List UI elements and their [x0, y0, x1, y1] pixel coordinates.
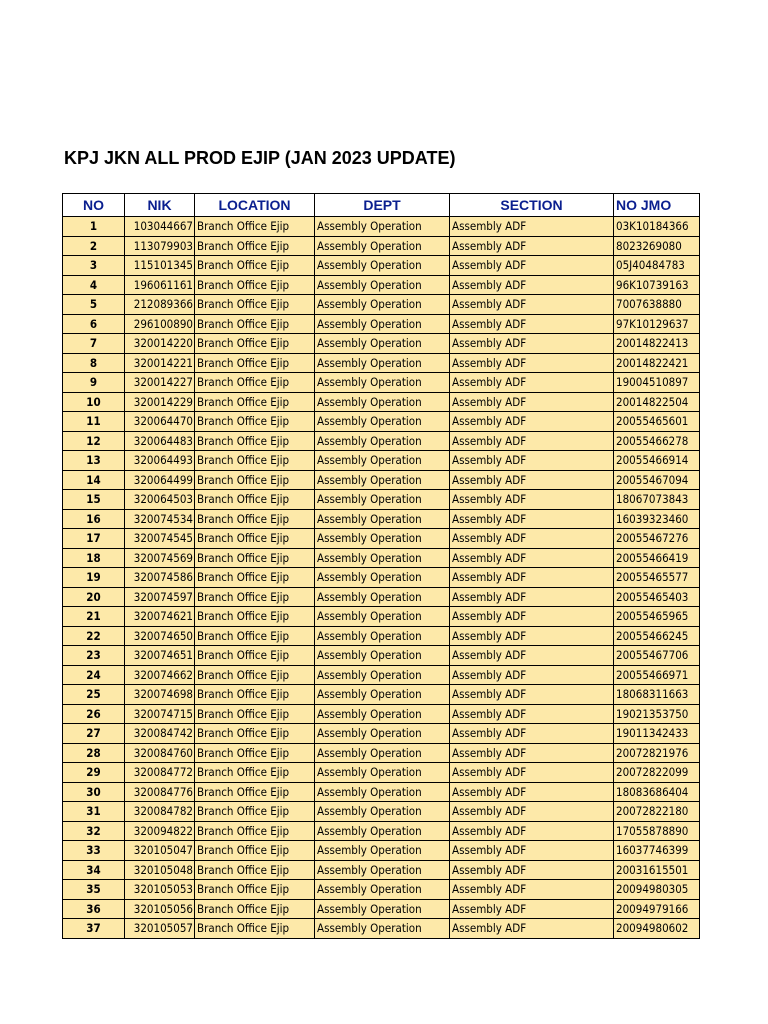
cell-dept: Assembly Operation: [315, 568, 450, 588]
cell-no-jmo: 20094980305: [614, 880, 700, 900]
cell-no: 34: [63, 860, 125, 880]
cell-no: 16: [63, 509, 125, 529]
cell-location: Branch Office Ejip: [195, 256, 315, 276]
cell-section: Assembly ADF: [450, 568, 614, 588]
cell-nik: 320014220: [125, 334, 195, 354]
table-row: [63, 880, 700, 900]
table-row: [63, 256, 700, 276]
cell-no-jmo: 20055467706: [614, 646, 700, 666]
cell-dept: Assembly Operation: [315, 704, 450, 724]
cell-dept: Assembly Operation: [315, 529, 450, 549]
cell-nik: 320105047: [125, 841, 195, 861]
cell-section: Assembly ADF: [450, 880, 614, 900]
cell-no: 3: [63, 256, 125, 276]
cell-no: 31: [63, 802, 125, 822]
cell-dept: Assembly Operation: [315, 353, 450, 373]
table-row: [63, 529, 700, 549]
cell-nik: 320064503: [125, 490, 195, 510]
cell-section: Assembly ADF: [450, 821, 614, 841]
cell-section: Assembly ADF: [450, 529, 614, 549]
cell-section: Assembly ADF: [450, 314, 614, 334]
cell-location: Branch Office Ejip: [195, 470, 315, 490]
cell-section: Assembly ADF: [450, 841, 614, 861]
cell-dept: Assembly Operation: [315, 295, 450, 315]
table-row: [63, 548, 700, 568]
cell-nik: 320105056: [125, 899, 195, 919]
cell-location: Branch Office Ejip: [195, 626, 315, 646]
cell-section: Assembly ADF: [450, 763, 614, 783]
cell-no-jmo: 17055878890: [614, 821, 700, 841]
cell-section: Assembly ADF: [450, 353, 614, 373]
cell-no: 12: [63, 431, 125, 451]
cell-dept: Assembly Operation: [315, 392, 450, 412]
cell-no: 15: [63, 490, 125, 510]
cell-dept: Assembly Operation: [315, 685, 450, 705]
cell-no-jmo: 20055466419: [614, 548, 700, 568]
table-row: [63, 782, 700, 802]
cell-dept: Assembly Operation: [315, 256, 450, 276]
cell-no-jmo: 05J40484783: [614, 256, 700, 276]
cell-no: 27: [63, 724, 125, 744]
cell-location: Branch Office Ejip: [195, 782, 315, 802]
table-row: [63, 334, 700, 354]
cell-no: 10: [63, 392, 125, 412]
table-body: [63, 217, 700, 939]
cell-location: Branch Office Ejip: [195, 802, 315, 822]
cell-nik: 212089366: [125, 295, 195, 315]
cell-section: Assembly ADF: [450, 626, 614, 646]
cell-location: Branch Office Ejip: [195, 548, 315, 568]
cell-no-jmo: 7007638880: [614, 295, 700, 315]
cell-nik: 320074545: [125, 529, 195, 549]
cell-dept: Assembly Operation: [315, 314, 450, 334]
cell-no: 19: [63, 568, 125, 588]
cell-section: Assembly ADF: [450, 217, 614, 237]
cell-location: Branch Office Ejip: [195, 529, 315, 549]
cell-location: Branch Office Ejip: [195, 841, 315, 861]
cell-no: 6: [63, 314, 125, 334]
cell-no-jmo: 19021353750: [614, 704, 700, 724]
cell-nik: 320084782: [125, 802, 195, 822]
table-row: [63, 412, 700, 432]
cell-location: Branch Office Ejip: [195, 431, 315, 451]
cell-nik: 320074650: [125, 626, 195, 646]
table-row: [63, 704, 700, 724]
cell-no-jmo: 16037746399: [614, 841, 700, 861]
cell-section: Assembly ADF: [450, 548, 614, 568]
cell-location: Branch Office Ejip: [195, 295, 315, 315]
table-row: [63, 724, 700, 744]
table-header: [63, 194, 700, 217]
cell-section: Assembly ADF: [450, 392, 614, 412]
cell-no-jmo: 20014822413: [614, 334, 700, 354]
cell-no: 23: [63, 646, 125, 666]
cell-location: Branch Office Ejip: [195, 587, 315, 607]
cell-section: Assembly ADF: [450, 470, 614, 490]
cell-section: Assembly ADF: [450, 919, 614, 939]
table-row: [63, 626, 700, 646]
header-dept: DEPT: [315, 194, 450, 217]
cell-dept: Assembly Operation: [315, 802, 450, 822]
cell-section: Assembly ADF: [450, 724, 614, 744]
cell-no: 26: [63, 704, 125, 724]
cell-location: Branch Office Ejip: [195, 880, 315, 900]
table-row: [63, 568, 700, 588]
cell-dept: Assembly Operation: [315, 821, 450, 841]
table-row: [63, 451, 700, 471]
cell-section: Assembly ADF: [450, 782, 614, 802]
cell-no-jmo: 20014822504: [614, 392, 700, 412]
cell-dept: Assembly Operation: [315, 490, 450, 510]
cell-no-jmo: 97K10129637: [614, 314, 700, 334]
header-row: [63, 194, 700, 217]
cell-no: 11: [63, 412, 125, 432]
cell-location: Branch Office Ejip: [195, 646, 315, 666]
cell-dept: Assembly Operation: [315, 899, 450, 919]
cell-section: Assembly ADF: [450, 256, 614, 276]
cell-section: Assembly ADF: [450, 275, 614, 295]
table-row: [63, 392, 700, 412]
cell-dept: Assembly Operation: [315, 431, 450, 451]
cell-no: 14: [63, 470, 125, 490]
cell-location: Branch Office Ejip: [195, 236, 315, 256]
table-row: [63, 353, 700, 373]
cell-no-jmo: 18068311663: [614, 685, 700, 705]
cell-no: 35: [63, 880, 125, 900]
cell-dept: Assembly Operation: [315, 626, 450, 646]
table-row: [63, 587, 700, 607]
cell-nik: 320074715: [125, 704, 195, 724]
table-row: [63, 860, 700, 880]
cell-location: Branch Office Ejip: [195, 353, 315, 373]
document-title: KPJ JKN ALL PROD EJIP (JAN 2023 UPDATE): [64, 148, 456, 168]
cell-nik: 320064470: [125, 412, 195, 432]
header-nik: NIK: [125, 194, 195, 217]
cell-no-jmo: 20055466278: [614, 431, 700, 451]
cell-no: 4: [63, 275, 125, 295]
cell-dept: Assembly Operation: [315, 217, 450, 237]
cell-no-jmo: 19004510897: [614, 373, 700, 393]
cell-no: 24: [63, 665, 125, 685]
table-row: [63, 607, 700, 627]
cell-dept: Assembly Operation: [315, 724, 450, 744]
table-row: [63, 743, 700, 763]
cell-dept: Assembly Operation: [315, 782, 450, 802]
cell-location: Branch Office Ejip: [195, 314, 315, 334]
cell-no-jmo: 20055465601: [614, 412, 700, 432]
cell-section: Assembly ADF: [450, 451, 614, 471]
cell-no-jmo: 20055467094: [614, 470, 700, 490]
cell-nik: 320074534: [125, 509, 195, 529]
table-row: [63, 509, 700, 529]
cell-nik: 320105048: [125, 860, 195, 880]
cell-location: Branch Office Ejip: [195, 763, 315, 783]
cell-location: Branch Office Ejip: [195, 568, 315, 588]
cell-no: 37: [63, 919, 125, 939]
cell-nik: 320074569: [125, 548, 195, 568]
cell-location: Branch Office Ejip: [195, 217, 315, 237]
cell-no-jmo: 20014822421: [614, 353, 700, 373]
cell-no-jmo: 20072822180: [614, 802, 700, 822]
table-row: [63, 665, 700, 685]
cell-section: Assembly ADF: [450, 334, 614, 354]
cell-nik: 320014229: [125, 392, 195, 412]
header-no: NO: [63, 194, 125, 217]
cell-no-jmo: 8023269080: [614, 236, 700, 256]
cell-location: Branch Office Ejip: [195, 743, 315, 763]
cell-section: Assembly ADF: [450, 373, 614, 393]
cell-location: Branch Office Ejip: [195, 685, 315, 705]
cell-no-jmo: 96K10739163: [614, 275, 700, 295]
cell-no: 13: [63, 451, 125, 471]
cell-no-jmo: 20055465965: [614, 607, 700, 627]
table-row: [63, 236, 700, 256]
cell-nik: 103044667: [125, 217, 195, 237]
cell-nik: 320084760: [125, 743, 195, 763]
table-row: [63, 373, 700, 393]
cell-location: Branch Office Ejip: [195, 451, 315, 471]
cell-section: Assembly ADF: [450, 412, 614, 432]
table-row: [63, 470, 700, 490]
cell-no-jmo: 19011342433: [614, 724, 700, 744]
cell-section: Assembly ADF: [450, 899, 614, 919]
cell-no-jmo: 20055466971: [614, 665, 700, 685]
cell-location: Branch Office Ejip: [195, 665, 315, 685]
cell-dept: Assembly Operation: [315, 509, 450, 529]
cell-nik: 115101345: [125, 256, 195, 276]
cell-nik: 320074597: [125, 587, 195, 607]
cell-no: 7: [63, 334, 125, 354]
table-row: [63, 217, 700, 237]
table-row: [63, 899, 700, 919]
cell-no: 29: [63, 763, 125, 783]
cell-no-jmo: 20031615501: [614, 860, 700, 880]
table-row: [63, 275, 700, 295]
cell-nik: 320064483: [125, 431, 195, 451]
cell-no-jmo: 20055467276: [614, 529, 700, 549]
cell-location: Branch Office Ejip: [195, 704, 315, 724]
cell-nik: 320074586: [125, 568, 195, 588]
header-no-jmo: NO JMO: [614, 194, 700, 217]
cell-dept: Assembly Operation: [315, 548, 450, 568]
cell-no-jmo: 16039323460: [614, 509, 700, 529]
cell-no: 21: [63, 607, 125, 627]
table-row: [63, 763, 700, 783]
cell-dept: Assembly Operation: [315, 763, 450, 783]
cell-no-jmo: 18067073843: [614, 490, 700, 510]
cell-no: 5: [63, 295, 125, 315]
cell-dept: Assembly Operation: [315, 841, 450, 861]
cell-dept: Assembly Operation: [315, 743, 450, 763]
cell-nik: 296100890: [125, 314, 195, 334]
cell-section: Assembly ADF: [450, 704, 614, 724]
cell-no: 36: [63, 899, 125, 919]
cell-location: Branch Office Ejip: [195, 607, 315, 627]
cell-no: 8: [63, 353, 125, 373]
cell-section: Assembly ADF: [450, 646, 614, 666]
cell-location: Branch Office Ejip: [195, 509, 315, 529]
cell-no: 20: [63, 587, 125, 607]
cell-section: Assembly ADF: [450, 860, 614, 880]
cell-no: 2: [63, 236, 125, 256]
cell-dept: Assembly Operation: [315, 665, 450, 685]
cell-section: Assembly ADF: [450, 236, 614, 256]
table-row: [63, 646, 700, 666]
cell-dept: Assembly Operation: [315, 412, 450, 432]
cell-nik: 320064493: [125, 451, 195, 471]
cell-section: Assembly ADF: [450, 431, 614, 451]
cell-nik: 320094822: [125, 821, 195, 841]
cell-nik: 320074662: [125, 665, 195, 685]
cell-nik: 320014227: [125, 373, 195, 393]
cell-nik: 320105057: [125, 919, 195, 939]
cell-location: Branch Office Ejip: [195, 392, 315, 412]
cell-location: Branch Office Ejip: [195, 899, 315, 919]
header-location: LOCATION: [195, 194, 315, 217]
cell-no: 33: [63, 841, 125, 861]
table-row: [63, 685, 700, 705]
cell-location: Branch Office Ejip: [195, 724, 315, 744]
cell-section: Assembly ADF: [450, 295, 614, 315]
cell-dept: Assembly Operation: [315, 470, 450, 490]
table-row: [63, 490, 700, 510]
cell-nik: 320074698: [125, 685, 195, 705]
cell-location: Branch Office Ejip: [195, 373, 315, 393]
cell-section: Assembly ADF: [450, 802, 614, 822]
table-row: [63, 802, 700, 822]
cell-location: Branch Office Ejip: [195, 821, 315, 841]
cell-section: Assembly ADF: [450, 665, 614, 685]
cell-section: Assembly ADF: [450, 685, 614, 705]
table-row: [63, 295, 700, 315]
cell-nik: 320064499: [125, 470, 195, 490]
table-row: [63, 431, 700, 451]
table-row: [63, 919, 700, 939]
cell-dept: Assembly Operation: [315, 451, 450, 471]
cell-no: 22: [63, 626, 125, 646]
cell-dept: Assembly Operation: [315, 646, 450, 666]
cell-no-jmo: 20072821976: [614, 743, 700, 763]
cell-no: 28: [63, 743, 125, 763]
cell-no-jmo: 18083686404: [614, 782, 700, 802]
cell-no: 9: [63, 373, 125, 393]
cell-section: Assembly ADF: [450, 587, 614, 607]
table-row: [63, 314, 700, 334]
table-row: [63, 821, 700, 841]
cell-nik: 320074651: [125, 646, 195, 666]
cell-no: 32: [63, 821, 125, 841]
cell-nik: 320084742: [125, 724, 195, 744]
cell-location: Branch Office Ejip: [195, 860, 315, 880]
cell-no: 25: [63, 685, 125, 705]
cell-dept: Assembly Operation: [315, 880, 450, 900]
employee-table: [62, 193, 700, 939]
cell-location: Branch Office Ejip: [195, 412, 315, 432]
cell-location: Branch Office Ejip: [195, 490, 315, 510]
cell-no-jmo: 20055465577: [614, 568, 700, 588]
cell-dept: Assembly Operation: [315, 919, 450, 939]
cell-no-jmo: 20094980602: [614, 919, 700, 939]
cell-section: Assembly ADF: [450, 490, 614, 510]
cell-nik: 320105053: [125, 880, 195, 900]
cell-location: Branch Office Ejip: [195, 334, 315, 354]
cell-section: Assembly ADF: [450, 509, 614, 529]
table-row: [63, 841, 700, 861]
cell-no-jmo: 20055466914: [614, 451, 700, 471]
cell-no: 30: [63, 782, 125, 802]
cell-nik: 320014221: [125, 353, 195, 373]
cell-no-jmo: 20055466245: [614, 626, 700, 646]
cell-nik: 196061161: [125, 275, 195, 295]
cell-nik: 320074621: [125, 607, 195, 627]
cell-location: Branch Office Ejip: [195, 275, 315, 295]
cell-nik: 320084776: [125, 782, 195, 802]
cell-nik: 113079903: [125, 236, 195, 256]
cell-no-jmo: 20055465403: [614, 587, 700, 607]
cell-dept: Assembly Operation: [315, 275, 450, 295]
cell-no: 1: [63, 217, 125, 237]
cell-section: Assembly ADF: [450, 743, 614, 763]
cell-location: Branch Office Ejip: [195, 919, 315, 939]
cell-no-jmo: 20072822099: [614, 763, 700, 783]
header-section: SECTION: [450, 194, 614, 217]
cell-dept: Assembly Operation: [315, 236, 450, 256]
cell-no: 18: [63, 548, 125, 568]
cell-dept: Assembly Operation: [315, 334, 450, 354]
cell-dept: Assembly Operation: [315, 860, 450, 880]
cell-no-jmo: 03K10184366: [614, 217, 700, 237]
cell-no: 17: [63, 529, 125, 549]
cell-nik: 320084772: [125, 763, 195, 783]
cell-dept: Assembly Operation: [315, 587, 450, 607]
cell-dept: Assembly Operation: [315, 607, 450, 627]
cell-no-jmo: 20094979166: [614, 899, 700, 919]
cell-dept: Assembly Operation: [315, 373, 450, 393]
cell-section: Assembly ADF: [450, 607, 614, 627]
